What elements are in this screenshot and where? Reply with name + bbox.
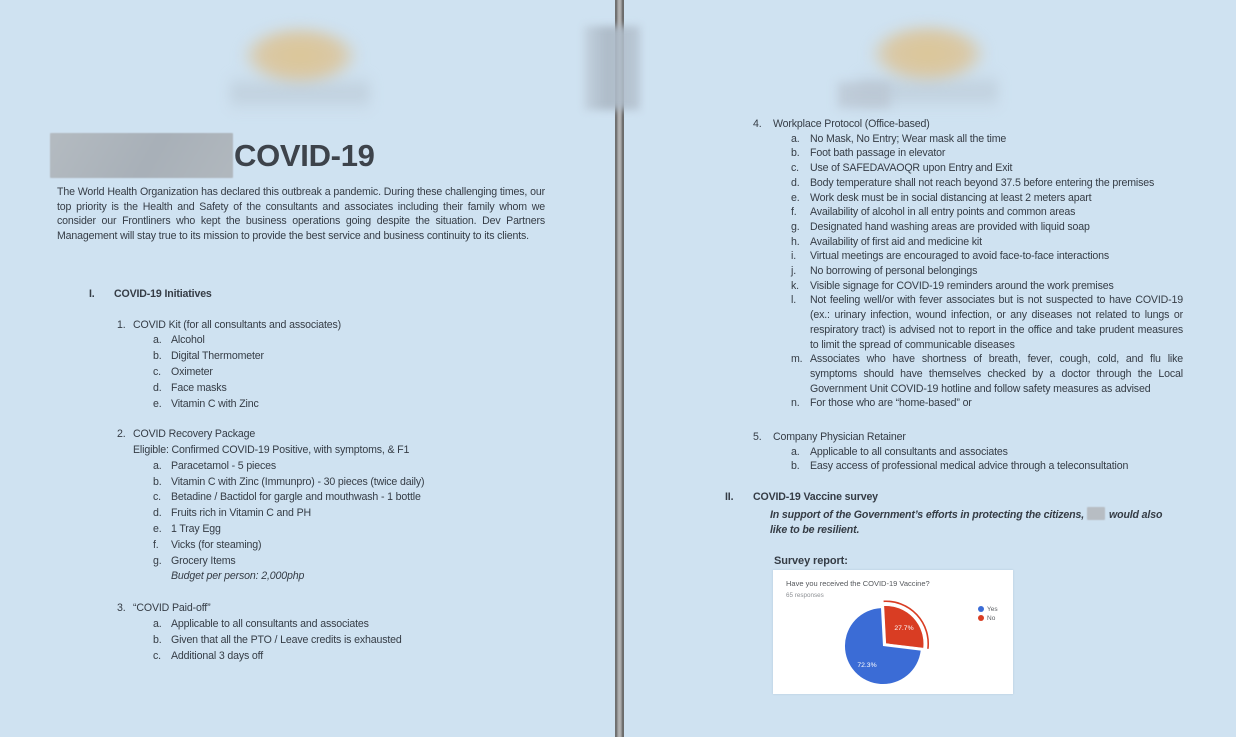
list-item [153, 459, 545, 475]
list-item-letter: e. [153, 397, 162, 410]
list-item-letter: e. [791, 191, 800, 204]
list-item-text: Paracetamol - 5 pieces [171, 459, 277, 472]
list-item [791, 293, 1183, 352]
list-item-letter: c. [153, 365, 161, 378]
list-item [791, 352, 1183, 396]
eligibility-note: Eligible: Confirmed COVID-19 Positive, with symptoms, & F1 [133, 444, 410, 457]
section-numeral: I. [89, 287, 95, 300]
legend-label-yes: Yes [987, 605, 998, 613]
list-item-text: Applicable to all consultants and associates [171, 618, 369, 631]
list-item-letter: c. [153, 649, 161, 662]
list-item [153, 397, 545, 413]
left-page [0, 0, 616, 737]
list-item-letter: d. [791, 176, 800, 189]
list-item [153, 506, 545, 522]
list-item-text: Grocery Items [171, 554, 236, 567]
list-item-number: 4. [753, 118, 762, 130]
list-item-title: “COVID Paid-off” [133, 602, 211, 615]
list-item-text: Visible signage for COVID-19 reminders around the work premises [810, 279, 1114, 292]
list-item [791, 235, 1183, 250]
section-heading-initiatives [89, 287, 545, 302]
list-item-letter: k. [791, 279, 799, 292]
list-item-text: Additional 3 days off [171, 649, 264, 662]
list-item-text: Availability of first aid and medicine kit [810, 235, 982, 248]
list-item-letter: f. [153, 538, 159, 551]
covid-kit-sublist [57, 333, 545, 412]
list-item [153, 649, 545, 665]
list-item-letter: a. [791, 445, 800, 458]
list-item-text: 1 Tray Egg [171, 523, 221, 536]
list-item-text: Body temperature shall not reach beyond 37.5 before entering the premises [810, 176, 1155, 189]
list-item-letter: a. [153, 618, 162, 631]
list-item-text: Applicable to all consultants and associates [810, 445, 1008, 458]
list-item [153, 554, 545, 570]
list-item-letter: a. [791, 132, 800, 145]
chart-subtitle: 65 responses [786, 591, 824, 599]
chart-card [773, 570, 1013, 694]
list-item [153, 633, 545, 649]
redacted-inline [1087, 507, 1105, 520]
list-item-letter: g. [153, 554, 162, 567]
list-item [153, 333, 545, 349]
list-item-heading [753, 430, 1183, 445]
list-item [153, 381, 545, 397]
workplace-protocol-block [725, 117, 1183, 411]
list-item [153, 475, 545, 491]
list-item-letter: d. [153, 507, 162, 520]
list-item [153, 617, 545, 633]
list-item-letter: b. [153, 350, 162, 363]
list-item-letter: m. [791, 353, 803, 366]
list-item [791, 264, 1183, 279]
legend-dot-no [978, 615, 984, 621]
list-item-title: Workplace Protocol (Office-based) [773, 118, 930, 130]
list-item-heading [117, 318, 545, 334]
legend-item-no [978, 615, 998, 622]
physician-retainer-sublist [725, 445, 1183, 474]
list-item [791, 279, 1183, 294]
list-item-text: Associates who have shortness of breath, fever, cough, cold, and flu like symptoms should have themselves checked by a doctor through the Local Government Unit COVID-19 hotline and follow safety measures as advised [810, 353, 1183, 395]
covid-kit-block [57, 318, 545, 413]
note-text-after: would also like to be resilient. [770, 508, 1163, 536]
pie-label-no: 27.7% [894, 624, 914, 632]
list-item-title: COVID Kit (for all consultants and associates) [133, 318, 342, 331]
list-item [791, 396, 1183, 411]
document-title: COVID-19 [234, 138, 375, 173]
list-item [791, 191, 1183, 206]
list-item-text: Foot bath passage in elevator [810, 147, 946, 160]
physician-retainer-block [725, 430, 1183, 474]
list-item [153, 490, 545, 506]
pie-label-yes: 72.3% [857, 661, 877, 669]
pie-chart [773, 570, 1013, 694]
vaccine-survey-note [770, 507, 1182, 538]
list-item-text: Designated hand washing areas are provided with liquid soap [810, 220, 1090, 233]
list-item [791, 161, 1183, 176]
covid-paid-off-block [57, 601, 545, 664]
list-item-number: 5. [753, 431, 762, 444]
list-item-letter: b. [791, 147, 800, 160]
list-item [791, 146, 1183, 161]
list-item [791, 176, 1183, 191]
list-item-text: Not feeling well/or with fever associates but is not suspected to have COVID-19 (ex.: urinary infection, wound infection, or any diseases not related to lungs or respiratory tract) is advised not to report in the office and take prudent measures to limit the spread of communicable diseases [810, 294, 1183, 351]
recovery-package-block [57, 427, 545, 585]
chart-title: Have you received the COVID-19 Vaccine? [786, 578, 930, 588]
list-item [791, 249, 1183, 264]
list-item-text: Vitamin C with Zinc (Immunpro) - 30 pieces (twice daily) [171, 475, 425, 488]
list-item-letter: b. [791, 460, 800, 473]
list-item-heading [753, 117, 1183, 132]
list-item-text: Vicks (for steaming) [171, 538, 262, 551]
list-item-heading [117, 427, 545, 443]
list-item-text: Use of SAFEDAVAOQR upon Entry and Exit [810, 162, 1013, 175]
chart-legend [978, 606, 998, 622]
list-item [791, 132, 1183, 147]
list-item-text: Availability of alcohol in all entry points and common areas [810, 206, 1076, 219]
section-title: COVID-19 Initiatives [114, 287, 212, 300]
list-item-text: No borrowing of personal belongings [810, 265, 978, 278]
list-item-text: Work desk must be in social distancing at least 2 meters apart [810, 191, 1092, 204]
list-item-letter: c. [153, 491, 161, 504]
legend-item-yes [978, 606, 998, 613]
budget-note: Budget per person: 2,000php [171, 570, 305, 583]
list-item-text: Oximeter [171, 365, 213, 378]
list-item [153, 365, 545, 381]
list-item-heading [117, 601, 545, 617]
list-item [153, 522, 545, 538]
list-item-number: 1. [117, 318, 126, 331]
list-item-text: No Mask, No Entry; Wear mask all the time [810, 132, 1007, 145]
list-item-letter: h. [791, 235, 800, 248]
list-item [791, 220, 1183, 235]
list-item-text: Fruits rich in Vitamin C and PH [171, 507, 311, 520]
list-item-letter: n. [791, 397, 800, 410]
workplace-protocol-sublist [725, 132, 1183, 411]
list-item-text: Face masks [171, 381, 227, 394]
list-item-number: 2. [117, 428, 126, 441]
list-item-text: Virtual meetings are encouraged to avoid face-to-face interactions [810, 250, 1110, 263]
list-item-text: For those who are “home-based” or [810, 397, 972, 410]
intro-paragraph: The World Health Organization has declared this outbreak a pandemic. During these challenging times, our top priority is the Health and Safety of the consultants and associates including their family whom we consider our Frontliners who kept the business operations going despite the situation. Dev Partners Management will stay true to its mission to provide the best service and business continuity to its clients. [57, 186, 545, 243]
list-item-title: Company Physician Retainer [773, 431, 906, 444]
redacted-title-block [50, 133, 233, 178]
list-item-letter: f. [791, 206, 797, 219]
section-title: COVID-19 Vaccine survey [753, 491, 878, 504]
list-item-text: Digital Thermometer [171, 350, 264, 363]
list-item-letter: e. [153, 523, 162, 536]
list-item-letter: g. [791, 220, 800, 233]
list-item-letter: b. [153, 633, 162, 646]
list-item-letter: b. [153, 475, 162, 488]
right-page [624, 0, 1236, 737]
list-item-letter: d. [153, 381, 162, 394]
list-item-letter: a. [153, 334, 162, 347]
covid-paid-off-sublist [57, 617, 545, 664]
list-item [153, 538, 545, 554]
list-item [153, 349, 545, 365]
list-item [791, 445, 1183, 460]
list-item-title: COVID Recovery Package [133, 428, 256, 441]
list-item-text: Vitamin C with Zinc [171, 397, 259, 410]
survey-report-label: Survey report: [774, 554, 848, 567]
page-divider [615, 0, 624, 737]
title-row [50, 133, 545, 178]
note-text-before: In support of the Government’s efforts in protecting the citizens, [770, 508, 1085, 521]
section-numeral: II. [725, 491, 734, 504]
list-item-text: Alcohol [171, 334, 205, 347]
list-item-letter: a. [153, 459, 162, 472]
list-item-text: Given that all the PTO / Leave credits is exhausted [171, 633, 402, 646]
list-item [791, 459, 1183, 474]
section-heading-vaccine-survey [725, 490, 1183, 505]
list-item-number: 3. [117, 602, 126, 615]
list-item [791, 205, 1183, 220]
list-item-text: Betadine / Bactidol for gargle and mouthwash - 1 bottle [171, 491, 421, 504]
legend-label-no: No [987, 614, 996, 622]
list-item-letter: j. [791, 265, 796, 278]
list-item-letter: c. [791, 162, 799, 175]
list-item-text: Easy access of professional medical advice through a teleconsultation [810, 460, 1129, 473]
recovery-package-sublist [57, 459, 545, 570]
list-item-letter: i. [791, 250, 796, 263]
list-item-letter: l. [791, 294, 796, 307]
legend-dot-yes [978, 606, 984, 612]
